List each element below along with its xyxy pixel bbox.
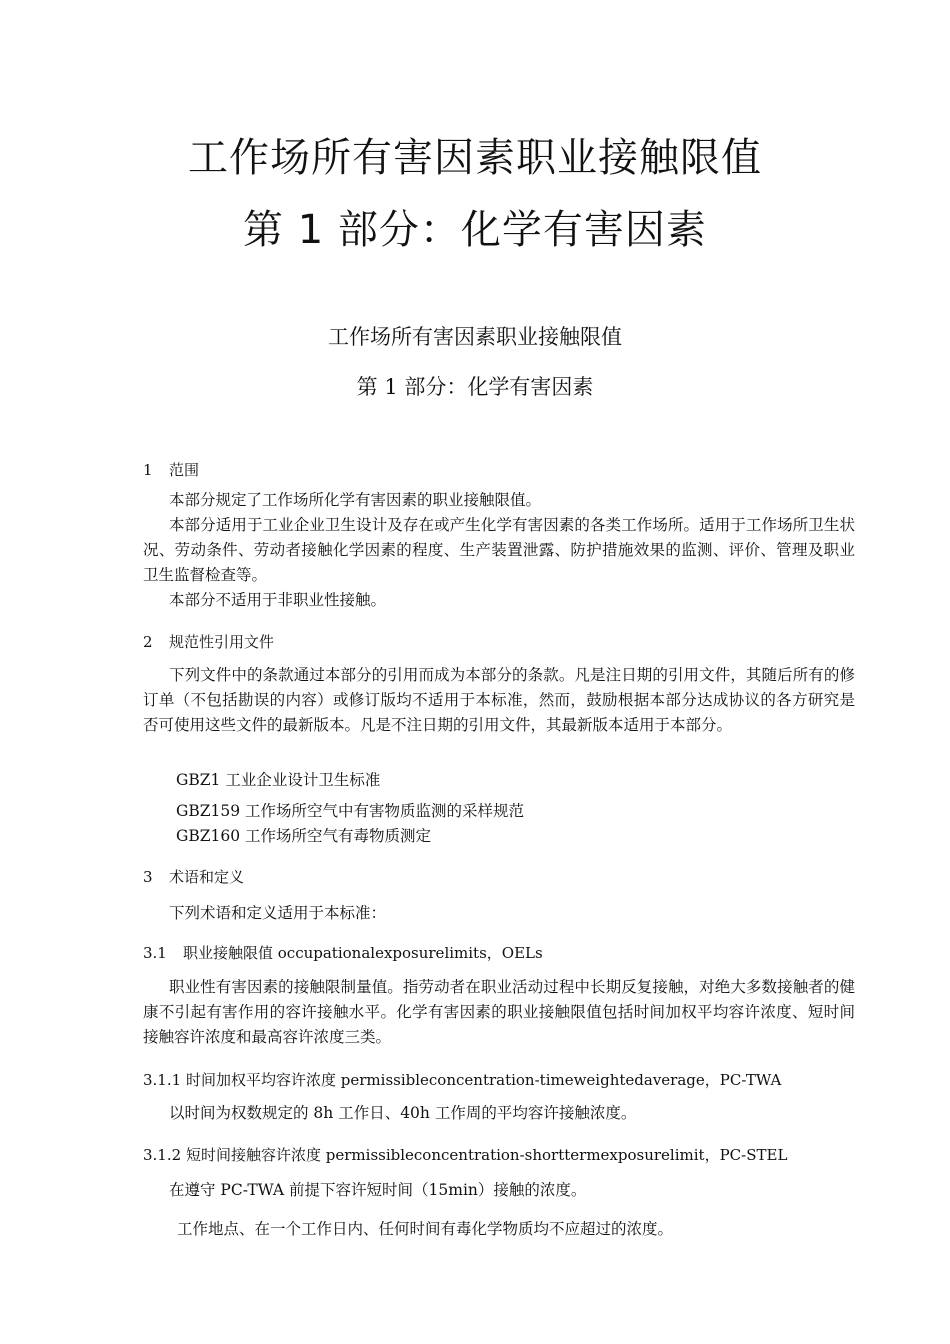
subsection-3-1-1-paragraph: 以时间为权数规定的 8h 工作日、40h 工作周的平均容许接触浓度。 bbox=[169, 1104, 637, 1122]
section-1-paragraph-3: 本部分不适用于非职业性接触。 bbox=[169, 591, 387, 609]
section-1-paragraph-2: 本部分适用于工业企业卫生设计及存在或产生化学有害因素的各类工作场所。适用于工作场所卫生状况、劳动条件、劳动者接触化学因素的程度、生产装置泄露、防护措施效果的监测、评价、管理及职业卫生监督检查等。 bbox=[143, 516, 855, 584]
main-title-line-1: 工作场所有害因素职业接触限值 bbox=[188, 135, 762, 181]
subsection-3-1-2-heading bbox=[143, 1144, 787, 1165]
subsection-title: 短时间接触容许浓度 permissibleconcentration-shorttermexposurelimit，PC-STEL bbox=[186, 1146, 788, 1164]
subsection-title: 职业接触限值 occupationalexposurelimits，OELs bbox=[183, 944, 543, 962]
subsection-number: 3.1.1 bbox=[143, 1071, 182, 1089]
reference-item: GBZ159 工作场所空气中有害物质监测的采样规范 bbox=[176, 802, 525, 820]
main-title-line-2: 第 1 部分：化学有害因素 bbox=[243, 207, 707, 253]
section-3-intro: 下列术语和定义适用于本标准： bbox=[169, 904, 387, 922]
subtitle-line-1: 工作场所有害因素职业接触限值 bbox=[328, 325, 622, 349]
section-title: 范围 bbox=[169, 461, 200, 479]
section-2-heading bbox=[143, 631, 274, 652]
section-number: 1 bbox=[143, 461, 153, 479]
section-number: 2 bbox=[143, 633, 153, 651]
section-number: 3 bbox=[143, 868, 153, 886]
reference-item: GBZ1 工业企业设计卫生标准 bbox=[176, 771, 381, 789]
section-title: 规范性引用文件 bbox=[169, 633, 275, 651]
section-title: 术语和定义 bbox=[169, 868, 245, 886]
subsection-3-1-heading bbox=[143, 942, 543, 963]
text-box: 工作地点、在一个工作日内、任何时间有毒化学物质均不应超过的浓度。 bbox=[177, 1220, 674, 1238]
section-1-heading bbox=[143, 459, 199, 480]
subsection-3-1-1-heading bbox=[143, 1069, 781, 1090]
subsection-3-1-2-paragraph: 在遵守 PC-TWA 前提下容许短时间（15min）接触的浓度。 bbox=[169, 1181, 587, 1199]
subsection-number: 3.1.2 bbox=[143, 1146, 182, 1164]
subsection-title: 时间加权平均容许浓度 permissibleconcentration-timeweightedaverage，PC-TWA bbox=[186, 1071, 782, 1089]
subtitle-line-2: 第 1 部分：化学有害因素 bbox=[356, 375, 594, 399]
reference-item: GBZ160 工作场所空气有毒物质测定 bbox=[176, 827, 432, 845]
subsection-number: 3.1 bbox=[143, 944, 167, 962]
section-2-paragraph: 下列文件中的条款通过本部分的引用而成为本部分的条款。凡是注日期的引用文件，其随后所有的修订单（不包括勘误的内容）或修订版均不适用于本标准，然而，鼓励根据本部分达成协议的各方研究是否可使用这些文件的最新版本。凡是不注日期的引用文件，其最新版本适用于本部分。 bbox=[143, 666, 855, 734]
subsection-3-1-paragraph: 职业性有害因素的接触限制量值。指劳动者在职业活动过程中长期反复接触，对绝大多数接触者的健康不引起有害作用的容许接触水平。化学有害因素的职业接触限值包括时间加权平均容许浓度、短时间接触容许浓度和最高容许浓度三类。 bbox=[143, 978, 855, 1046]
section-3-heading bbox=[143, 866, 244, 887]
section-1-paragraph-1: 本部分规定了工作场所化学有害因素的职业接触限值。 bbox=[169, 491, 542, 509]
